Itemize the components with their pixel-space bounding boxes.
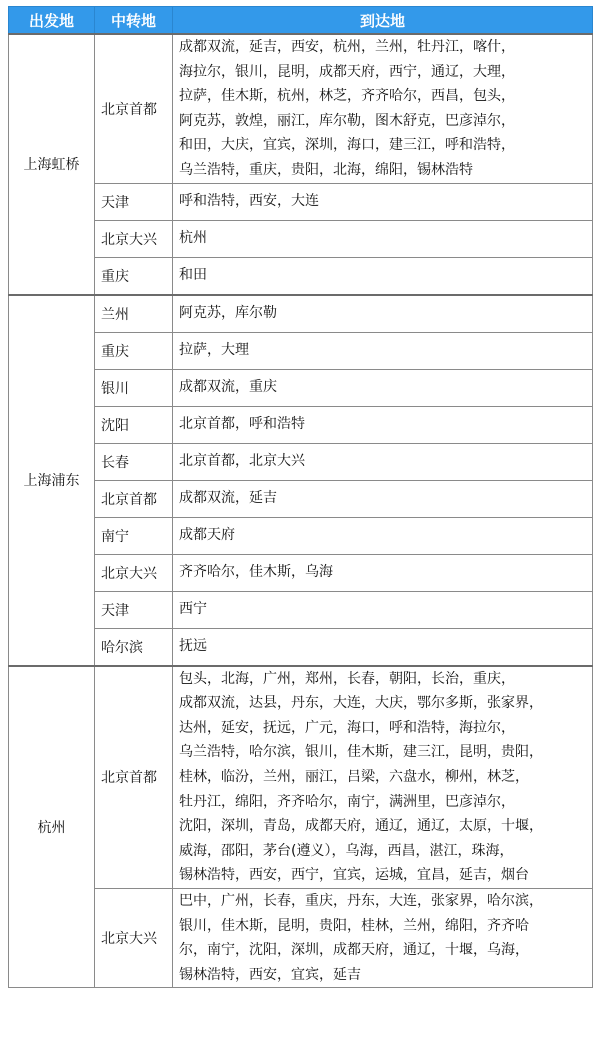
destination-line: 沈阳，深圳，青岛，成都天府，通辽，通辽，太原，十堰， bbox=[179, 818, 543, 835]
table-row bbox=[9, 591, 593, 628]
transit-cell: 北京大兴 bbox=[95, 220, 173, 257]
table-row bbox=[9, 666, 593, 889]
header-transit: 中转地 bbox=[95, 7, 173, 35]
destination-line: 巴中，广州，长春，重庆，丹东，大连，张家界，哈尔滨， bbox=[179, 892, 543, 909]
transit-cell: 北京大兴 bbox=[95, 554, 173, 591]
destination-cell bbox=[173, 257, 593, 295]
destination-line: 达州，延安，抚远，广元，海口，呼和浩特，海拉尔， bbox=[179, 719, 515, 736]
destination-cell bbox=[173, 183, 593, 220]
transit-cell: 重庆 bbox=[95, 332, 173, 369]
destination-cell bbox=[173, 295, 593, 333]
transit-cell: 北京首都 bbox=[95, 666, 173, 889]
transit-cell: 北京大兴 bbox=[95, 888, 173, 987]
destination-line: 抚远 bbox=[179, 638, 207, 655]
table-row bbox=[9, 332, 593, 369]
table-row bbox=[9, 183, 593, 220]
transit-cell: 天津 bbox=[95, 591, 173, 628]
destination-line: 和田，大庆，宜宾，深圳，海口，建三江，呼和浩特， bbox=[179, 137, 515, 154]
destination-line: 尔，南宁，沈阳，深圳，成都天府，通辽，十堰，乌海， bbox=[179, 942, 529, 959]
transit-cell: 南宁 bbox=[95, 517, 173, 554]
destination-line: 拉萨，大理 bbox=[179, 342, 249, 359]
table-header-row bbox=[9, 7, 593, 35]
destination-line: 成都双流，重庆 bbox=[179, 379, 277, 396]
destination-line: 乌兰浩特，重庆，贵阳，北海，绵阳，锡林浩特 bbox=[179, 161, 473, 178]
table-row bbox=[9, 34, 593, 183]
origin-cell: 杭州 bbox=[9, 666, 95, 988]
destination-cell bbox=[173, 406, 593, 443]
table-row bbox=[9, 220, 593, 257]
destination-line: 牡丹江，绵阳，齐齐哈尔，南宁，满洲里，巴彦淖尔， bbox=[179, 793, 515, 810]
destination-line: 和田 bbox=[179, 267, 207, 284]
transit-cell: 长春 bbox=[95, 443, 173, 480]
destination-cell bbox=[173, 554, 593, 591]
destination-line: 成都天府 bbox=[179, 527, 235, 544]
destination-line: 成都双流，延吉 bbox=[179, 490, 277, 507]
destination-line: 呼和浩特，西安，大连 bbox=[179, 193, 319, 210]
table-row bbox=[9, 480, 593, 517]
destination-cell bbox=[173, 888, 593, 987]
destination-cell bbox=[173, 220, 593, 257]
destination-line: 锡林浩特，西安，宜宾，延吉 bbox=[179, 966, 361, 983]
destination-cell bbox=[173, 517, 593, 554]
destination-line: 拉萨，佳木斯，杭州，林芝，齐齐哈尔，西昌，包头， bbox=[179, 88, 515, 105]
table-row bbox=[9, 888, 593, 987]
destination-line: 海拉尔，银川，昆明，成都天府，西宁，通辽，大理， bbox=[179, 63, 515, 80]
destination-line: 成都双流，达县，丹东，大连，大庆，鄂尔多斯，张家界， bbox=[179, 695, 543, 712]
header-destination: 到达地 bbox=[173, 7, 593, 35]
destination-cell bbox=[173, 34, 593, 183]
transit-cell: 银川 bbox=[95, 369, 173, 406]
destination-cell bbox=[173, 666, 593, 889]
destination-cell bbox=[173, 332, 593, 369]
transit-cell: 重庆 bbox=[95, 257, 173, 295]
destination-line: 阿克苏，敦煌，丽江，库尔勒，图木舒克，巴彦淖尔， bbox=[179, 112, 515, 129]
destination-line: 银川，佳木斯，昆明，贵阳，桂林，兰州，绵阳，齐齐哈 bbox=[179, 917, 529, 934]
header-origin: 出发地 bbox=[9, 7, 95, 35]
destination-line: 锡林浩特，西安，西宁，宜宾，运城，宜昌，延吉，烟台 bbox=[179, 867, 529, 884]
destination-line: 威海，邵阳，茅台(遵义），乌海，西昌，湛江，珠海， bbox=[179, 842, 514, 859]
table-row bbox=[9, 406, 593, 443]
destination-line: 齐齐哈尔，佳木斯，乌海 bbox=[179, 564, 333, 581]
destination-line: 成都双流，延吉，西安，杭州，兰州，牡丹江，喀什， bbox=[179, 39, 515, 55]
transit-cell: 天津 bbox=[95, 183, 173, 220]
transit-cell: 沈阳 bbox=[95, 406, 173, 443]
destination-cell bbox=[173, 369, 593, 406]
table-row bbox=[9, 517, 593, 554]
table-row bbox=[9, 628, 593, 666]
destination-cell bbox=[173, 443, 593, 480]
destination-line: 包头，北海，广州，郑州，长春，朝阳，长治，重庆， bbox=[179, 670, 515, 687]
destination-cell bbox=[173, 628, 593, 666]
transit-cell: 兰州 bbox=[95, 295, 173, 333]
table-row bbox=[9, 369, 593, 406]
table-row bbox=[9, 554, 593, 591]
table-row bbox=[9, 257, 593, 295]
destination-line: 杭州 bbox=[179, 230, 207, 247]
table-row bbox=[9, 295, 593, 333]
origin-cell: 上海虹桥 bbox=[9, 34, 95, 295]
destination-line: 桂林，临汾，兰州，丽江，吕梁，六盘水，柳州，林芝， bbox=[179, 768, 529, 785]
destination-cell bbox=[173, 480, 593, 517]
destination-line: 阿克苏，库尔勒 bbox=[179, 305, 277, 322]
destination-cell bbox=[173, 591, 593, 628]
destination-line: 西宁 bbox=[179, 601, 207, 618]
destination-line: 北京首都，北京大兴 bbox=[179, 453, 305, 470]
route-table-body bbox=[9, 34, 593, 988]
transit-cell: 哈尔滨 bbox=[95, 628, 173, 666]
transit-cell: 北京首都 bbox=[95, 480, 173, 517]
route-table bbox=[8, 6, 593, 988]
table-row bbox=[9, 443, 593, 480]
transit-cell: 北京首都 bbox=[95, 34, 173, 183]
destination-line: 北京首都，呼和浩特 bbox=[179, 416, 305, 433]
destination-line: 乌兰浩特，哈尔滨，银川，佳木斯，建三江，昆明，贵阳， bbox=[179, 744, 543, 761]
origin-cell: 上海浦东 bbox=[9, 295, 95, 666]
